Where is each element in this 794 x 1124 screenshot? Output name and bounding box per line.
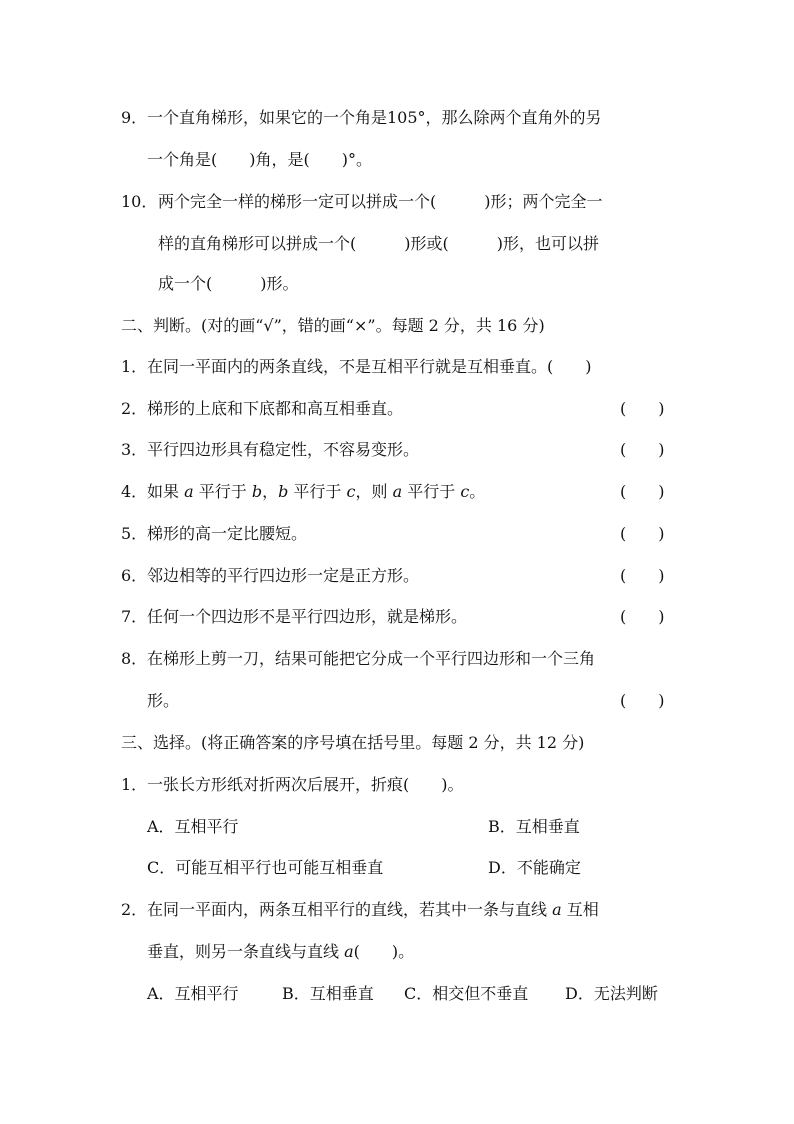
var-a: a: [344, 942, 354, 961]
choice-1-option-c: C．可能互相平行也可能互相垂直: [147, 858, 384, 877]
judge-8-answer-paren: ( ): [620, 691, 665, 710]
var-c: c: [346, 482, 356, 501]
judge-7-number: 7．: [121, 607, 148, 626]
section-3-heading: 三、选择。(将正确答案的序号填在括号里。每题 2 分，共 12 分): [121, 733, 585, 752]
judge-2-answer-paren: ( ): [620, 399, 665, 418]
choice-2-number: 2．: [121, 900, 148, 919]
judge-8-text-continued: 形。: [147, 691, 180, 710]
judge-4-number: 4．: [121, 482, 148, 501]
var-c: c: [460, 482, 470, 501]
judge-3-text: 平行四边形具有稳定性，不容易变形。: [147, 440, 420, 459]
choice-2-line-1: 在同一平面内，两条互相平行的直线，若其中一条与直线 a 互相: [147, 900, 599, 919]
judge-6-answer-paren: ( ): [620, 566, 665, 585]
judge-7-text: 任何一个四边形不是平行四边形，就是梯形。: [147, 607, 468, 626]
choice-2-option-c: C．相交但不垂直: [404, 984, 529, 1003]
var-b: b: [251, 482, 263, 501]
var-a: a: [392, 482, 403, 501]
question-10-number: 10．: [121, 192, 158, 211]
choice-1-number: 1．: [121, 775, 148, 794]
section-2-heading: 二、判断。(对的画“√”，错的画“×”。每题 2 分，共 16 分): [121, 316, 545, 335]
judge-1-text: 在同一平面内的两条直线，不是互相平行就是互相垂直。( ): [147, 357, 592, 376]
question-9-line-1: 一个直角梯形，如果它的一个角是105°，那么除两个直角外的另: [147, 108, 602, 127]
judge-3-answer-paren: ( ): [620, 440, 665, 459]
choice-2-option-a: A．互相平行: [147, 984, 239, 1003]
judge-6-text: 邻边相等的平行四边形一定是正方形。: [147, 566, 420, 585]
var-a: a: [184, 482, 194, 501]
var-b: b: [278, 482, 289, 501]
judge-8-text: 在梯形上剪一刀，结果可能把它分成一个平行四边形和一个三角: [147, 649, 596, 668]
judge-5-number: 5．: [121, 524, 148, 543]
question-9-line-2: 一个角是( )角，是( )°。: [147, 150, 372, 169]
judge-5-answer-paren: ( ): [620, 524, 665, 543]
question-9-number: 9．: [121, 108, 148, 127]
judge-2-number: 2．: [121, 399, 148, 418]
judge-4-text: 如果 a 平行于 b，b 平行于 c，则 a 平行于 c。: [147, 482, 486, 501]
judge-6-number: 6．: [121, 566, 148, 585]
question-10-line-3: 成一个( )形。: [158, 274, 299, 293]
choice-1-option-a: A．互相平行: [147, 817, 239, 836]
question-10-line-2: 样的直角梯形可以拼成一个( )形或( )形，也可以拼: [158, 234, 599, 253]
judge-7-answer-paren: ( ): [620, 607, 665, 626]
choice-2-option-d: D．无法判断: [565, 984, 658, 1003]
judge-8-number: 8．: [121, 649, 148, 668]
choice-2-option-b: B．互相垂直: [282, 984, 374, 1003]
judge-1-number: 1．: [121, 357, 148, 376]
choice-1-option-d: D．不能确定: [488, 858, 581, 877]
choice-2-line-2: 垂直，则另一条直线与直线 a( )。: [147, 942, 415, 961]
judge-2-text: 梯形的上底和下底都和高互相垂直。: [147, 399, 404, 418]
choice-1-option-b: B．互相垂直: [488, 817, 580, 836]
judge-5-text: 梯形的高一定比腰短。: [147, 524, 308, 543]
var-a: a: [552, 900, 562, 919]
judge-4-answer-paren: ( ): [620, 482, 665, 501]
judge-3-number: 3．: [121, 440, 148, 459]
question-10-line-1: 两个完全一样的梯形一定可以拼成一个( )形；两个完全一: [158, 192, 603, 211]
choice-1-text: 一张长方形纸对折两次后展开，折痕( )。: [147, 775, 464, 794]
